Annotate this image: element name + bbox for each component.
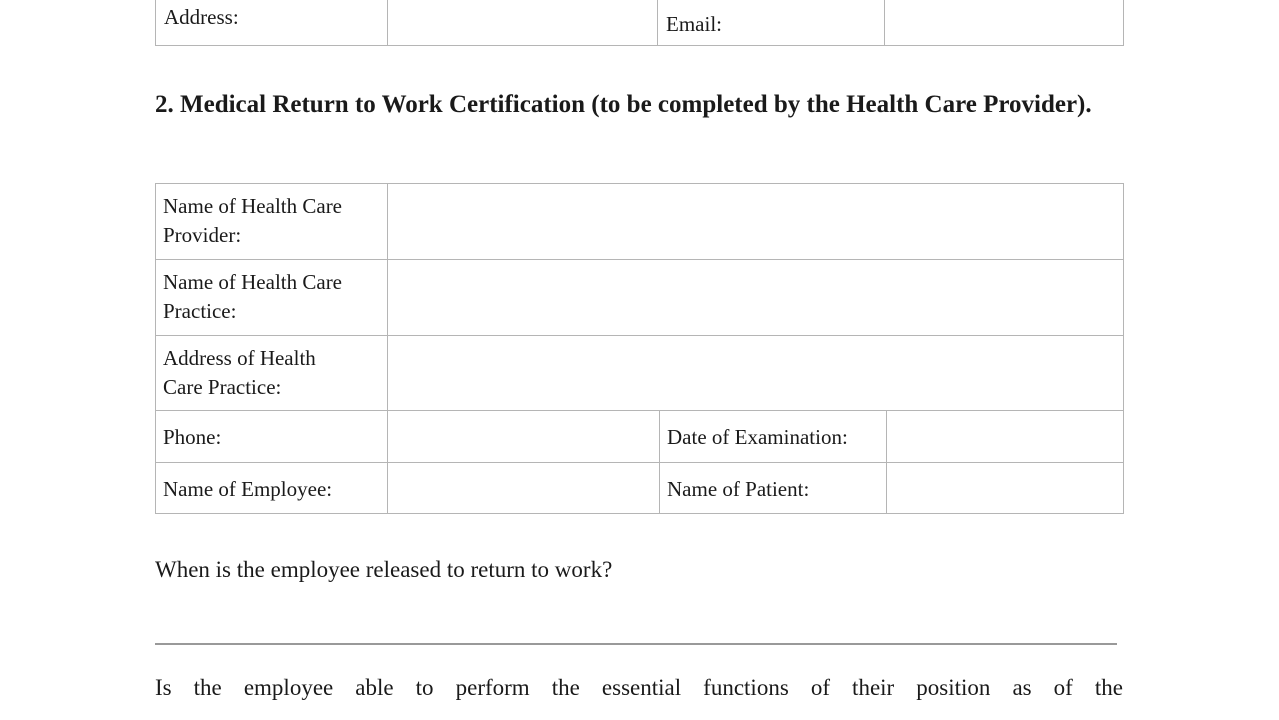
- practice-label: Name of Health Care Practice:: [163, 270, 343, 323]
- phone-label-cell: [155, 410, 388, 463]
- practice-address-field[interactable]: [387, 335, 1124, 411]
- employee-label-cell: [155, 462, 388, 514]
- provider-label-cell: [155, 183, 388, 260]
- section-2-heading: 2. Medical Return to Work Certification (to be completed by the Health Care Provider).: [155, 91, 1092, 118]
- patient-label: Name of Patient:: [667, 477, 810, 501]
- address-field[interactable]: [387, 0, 658, 46]
- email-field[interactable]: [884, 0, 1124, 46]
- email-label-cell: [657, 0, 885, 46]
- exam-date-label-cell: [659, 410, 887, 463]
- release-question: When is the employee released to return to work?: [155, 557, 613, 582]
- practice-address-label: Address of Health Care Practice:: [163, 346, 316, 399]
- release-answer-line[interactable]: [155, 643, 1117, 645]
- address-label: Address:: [164, 5, 239, 29]
- employee-field[interactable]: [387, 462, 660, 514]
- provider-label: Name of Health Care Provider:: [163, 194, 343, 247]
- address-label-cell: [155, 0, 388, 46]
- practice-address-label-cell: [155, 335, 388, 411]
- employee-label: Name of Employee:: [163, 477, 333, 501]
- phone-field[interactable]: [387, 410, 660, 463]
- patient-label-cell: [659, 462, 887, 514]
- phone-label: Phone:: [163, 425, 222, 449]
- provider-field[interactable]: [387, 183, 1124, 260]
- practice-field[interactable]: [387, 259, 1124, 336]
- patient-field[interactable]: [886, 462, 1124, 514]
- exam-date-label: Date of Examination:: [667, 425, 848, 449]
- essential-functions-question: Is the employee able to perform the essential functions of their position as of the: [155, 675, 1123, 700]
- exam-date-field[interactable]: [886, 410, 1124, 463]
- email-label: Email:: [666, 12, 722, 36]
- practice-label-cell: [155, 259, 388, 336]
